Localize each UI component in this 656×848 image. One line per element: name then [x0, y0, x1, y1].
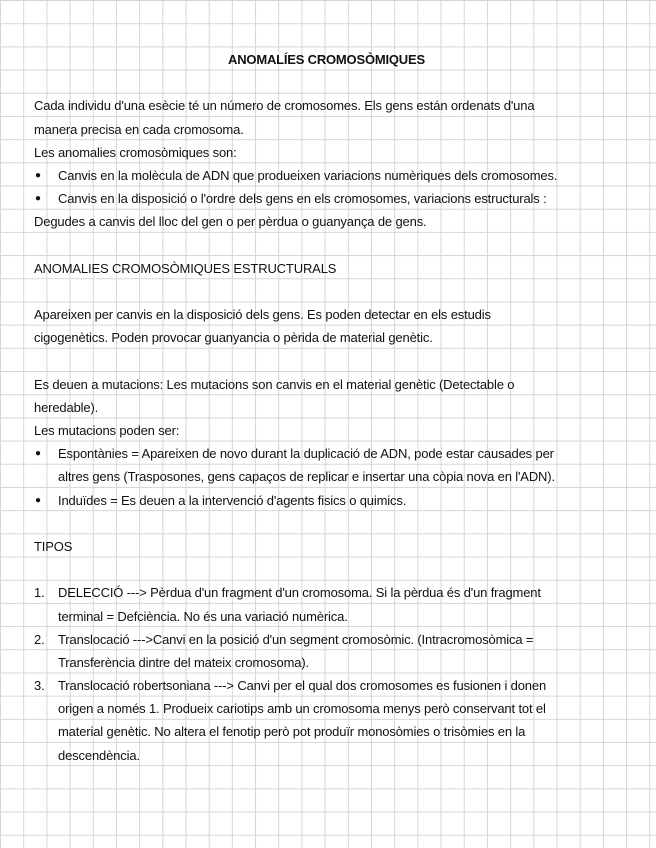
paragraph-line: heredable).	[34, 399, 99, 415]
section-heading: ANOMALIES CROMOSÒMIQUES ESTRUCTURALS	[34, 260, 337, 276]
mutations-lead: Les mutacions poden ser:	[34, 423, 180, 438]
intro-paragraph-line: Cada individu d'una esècie té un número de cromosomes. Els gens están ordenats d'una	[34, 98, 535, 114]
paragraph-line: cigogenètics. Poden provocar guanyancia o pèrida de material genètic.	[34, 330, 433, 346]
item-number: 2.	[34, 631, 45, 647]
list-item-text: Canvis en la molècula de ADN que produeixen variacions numèriques dels cromosomes.	[58, 167, 558, 183]
numbered-item	[34, 674, 619, 767]
numbered-item-text: Transferència dintre del mateix cromosoma).	[58, 654, 309, 670]
numbered-item-text: Translocació --->Canvi en la posició d'un segment cromosòmic. (Intracromosòmica =	[58, 631, 534, 647]
intro-paragraph-line: manera precisa en cada cromosoma.	[34, 121, 244, 137]
paragraph-line: Apareixen per canvis en la disposició dels gens. Es poden detectar en els estudis	[34, 307, 491, 323]
numbered-item-text: descendència.	[58, 747, 140, 763]
bullet-icon: ●	[35, 448, 41, 460]
bullet-icon: ●	[35, 169, 41, 181]
list-item-text: Canvis en la disposició o l'ordre dels gens en els cromosomes, variacions estructurals :	[58, 191, 547, 207]
list-item	[34, 442, 619, 488]
item-number: 1.	[34, 585, 45, 601]
paragraph-line: Es deuen a mutacions: Les mutacions son canvis en el material genètic (Detectable o	[34, 376, 515, 392]
numbered-item	[34, 628, 619, 674]
list-item	[34, 187, 619, 210]
list-item-text: Espontànies = Apareixen de novo durant la duplicació de ADN, pode estar causades per	[58, 446, 554, 462]
item-number: 3.	[34, 678, 45, 694]
intro-after: Degudes a canvis del lloc del gen o per pèrdua o guanyança de gens.	[34, 214, 427, 230]
numbered-item-text: DELECCIÓ ---> Pèrdua d'un fragment d'un cromosoma. Si la pèrdua és d'un fragment	[58, 585, 541, 601]
intro-lead: Les anomalies cromosòmiques son:	[34, 144, 237, 160]
list-item	[34, 489, 619, 512]
numbered-item-text: material genètic. No altera el fenotip però pot produïr monosòmies o trisòmies en la	[58, 724, 526, 740]
list-item-text: Induïdes = Es deuen a la intervenció d'agents fisics o quimics.	[58, 492, 407, 508]
list-item-text: altres gens (Trasposones, gens capaços de replicar e insertar una còpia nova en l'ADN).	[58, 469, 555, 485]
bullet-icon: ●	[35, 193, 41, 205]
bullet-icon: ●	[35, 494, 41, 506]
document-body	[34, 48, 619, 767]
numbered-item-text: Translocació robertsoniana ---> Canvi per el qual dos cromosomes es fusionen i donen	[58, 678, 547, 694]
numbered-item-text: terminal = Defciència. No és una variació numèrica.	[58, 608, 348, 624]
list-item	[34, 164, 619, 187]
numbered-item	[34, 581, 619, 627]
section-heading: TIPOS	[34, 538, 73, 554]
numbered-item-text: origen a només 1. Produeix cariotips amb un cromosoma menys però conservant tot el	[58, 701, 546, 717]
document-title: ANOMALÍES CROMOSÒMIQUES	[228, 52, 425, 67]
